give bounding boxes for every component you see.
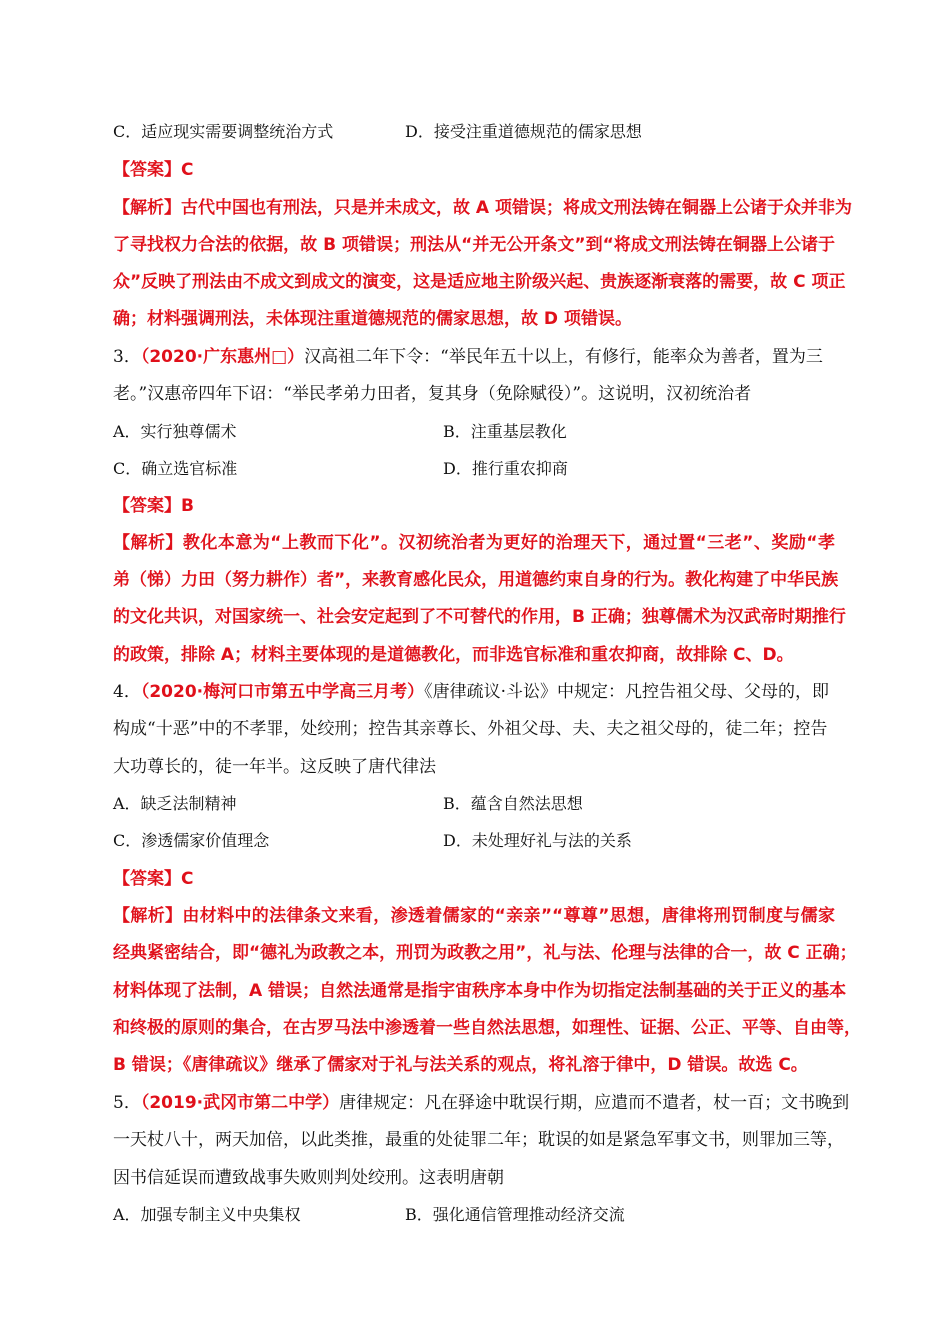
q4-stem-text-1: 《唐律疏议·斗讼》中规定：凡控告祖父母、父母的，即 <box>424 682 830 702</box>
q4-source: （2020·梅河口市第五中学高三月考） <box>140 682 425 702</box>
q2-analysis-line-1: 【解析】古代中国也有刑法，只是并未成文，故 A 项错误；将成文刑法铸在铜器上公诸于众并非为 <box>113 198 852 218</box>
q5-stem-line-2: 一天杖八十，两天加倍，以此类推，最重的处徒罪二年；耽误的如是紧急军事文书，则罪加三等， <box>113 1130 844 1150</box>
q2-answer: 【答案】C <box>113 160 194 180</box>
q2-option-c: C．适应现实需要调整统治方式 <box>113 122 334 141</box>
q3-analysis-line-2: 弟（悌）力田（努力耕作）者”，来教育感化民众，用道德约束自身的行为。教化构建了中华民族 <box>113 570 839 590</box>
q3-source: （2020·广东惠州□） <box>140 347 305 367</box>
q4-analysis-line-3: 材料体现了法制，A 错误；自然法通常是指宇宙秩序本身中作为切指定法制基础的关于正义的基本 <box>113 981 847 1001</box>
q2-analysis-line-3: 众”反映了刑法由不成文到成文的演变，这是适应地主阶级兴起、贵族逐渐衰落的需要，故 C 项正 <box>113 272 846 292</box>
q4-stem-line-2: 构成“十恶”中的不孝罪，处绞刑；控告其亲尊长、外祖父母、夫、夫之祖父母的，徒二年；控告 <box>113 719 828 739</box>
q3-stem-line-2: 老。”汉惠帝四年下诏：“举民孝弟力田者，复其身（免除赋役）”。这说明，汉初统治者 <box>113 384 752 404</box>
q5-stem-text-1: 唐律规定：凡在驿途中耽误行期，应遣而不遣者，杖一百；文书晚到 <box>339 1093 850 1113</box>
q3-analysis-line-4: 的政策，排除 A；材料主要体现的是道德教化，而非选官标准和重农抑商，故排除 C、D。 <box>113 645 794 665</box>
q3-analysis-line-1: 【解析】教化本意为“上教而下化”。汉初统治者为更好的治理天下，通过置“三老”、奖励“孝 <box>113 533 835 553</box>
q5-option-a: A．加强专制主义中央集权 <box>113 1205 301 1224</box>
q5-source: （2019·武冈市第二中学） <box>140 1093 340 1113</box>
q3-number: 3． <box>113 347 141 367</box>
q3-stem-line-1 <box>113 345 823 369</box>
q4-stem-line-1 <box>113 680 829 704</box>
q2-option-d: D．接受注重道德规范的儒家思想 <box>405 122 642 141</box>
q4-option-d: D．未处理好礼与法的关系 <box>443 831 632 850</box>
q4-answer: 【答案】C <box>113 869 194 889</box>
q3-option-a: A．实行独尊儒术 <box>113 422 237 441</box>
q4-option-b: B．蕴含自然法思想 <box>443 794 583 813</box>
q4-analysis-line-2: 经典紧密结合，即“德礼为政教之本，刑罚为政教之用”，礼与法、伦理与法律的合一，故 C 正确； <box>113 943 857 963</box>
q4-option-c: C．渗透儒家价值理念 <box>113 831 270 850</box>
q5-stem-line-3: 因书信延误而遭致战事失败则判处绞刑。这表明唐朝 <box>113 1168 504 1188</box>
q4-analysis-line-4: 和终极的原则的集合，在古罗马法中渗透着一些自然法思想，如理性、证据、公正、平等、自由等， <box>113 1018 861 1038</box>
q3-option-b: B．注重基层教化 <box>443 422 567 441</box>
q5-option-b: B．强化通信管理推动经济交流 <box>405 1205 625 1224</box>
q4-number: 4． <box>113 682 141 702</box>
q3-stem-text-1: 汉高祖二年下令：“举民年五十以上，有修行，能率众为善者，置为三 <box>304 347 823 367</box>
q3-analysis-line-3: 的文化共识，对国家统一、社会安定起到了不可替代的作用，B 正确；独尊儒术为汉武帝时期推行 <box>113 607 846 627</box>
q5-number: 5． <box>113 1093 141 1113</box>
q3-option-d: D．推行重农抑商 <box>443 459 568 478</box>
q5-stem-line-1 <box>113 1091 849 1115</box>
q4-analysis-line-1: 【解析】由材料中的法律条文来看，渗透着儒家的“亲亲”“尊尊”思想，唐律将刑罚制度与儒家 <box>113 906 835 926</box>
q3-option-c: C．确立选官标准 <box>113 459 238 478</box>
q2-analysis-line-2: 了寻找权力合法的依据，故 B 项错误；刑法从“并无公开条文”到“将成文刑法铸在铜器上公诸于 <box>113 235 835 255</box>
q4-option-a: A．缺乏法制精神 <box>113 794 237 813</box>
q4-stem-line-3: 大功尊长的，徒一年半。这反映了唐代律法 <box>113 757 436 777</box>
q4-analysis-line-5: B 错误；《唐律疏议》继承了儒家对于礼与法关系的观点，将礼溶于律中，D 错误。故选 C。 <box>113 1055 808 1075</box>
q3-answer: 【答案】B <box>113 496 194 516</box>
q2-analysis-line-4: 确；材料强调刑法，未体现注重道德规范的儒家思想，故 D 项错误。 <box>113 309 632 329</box>
